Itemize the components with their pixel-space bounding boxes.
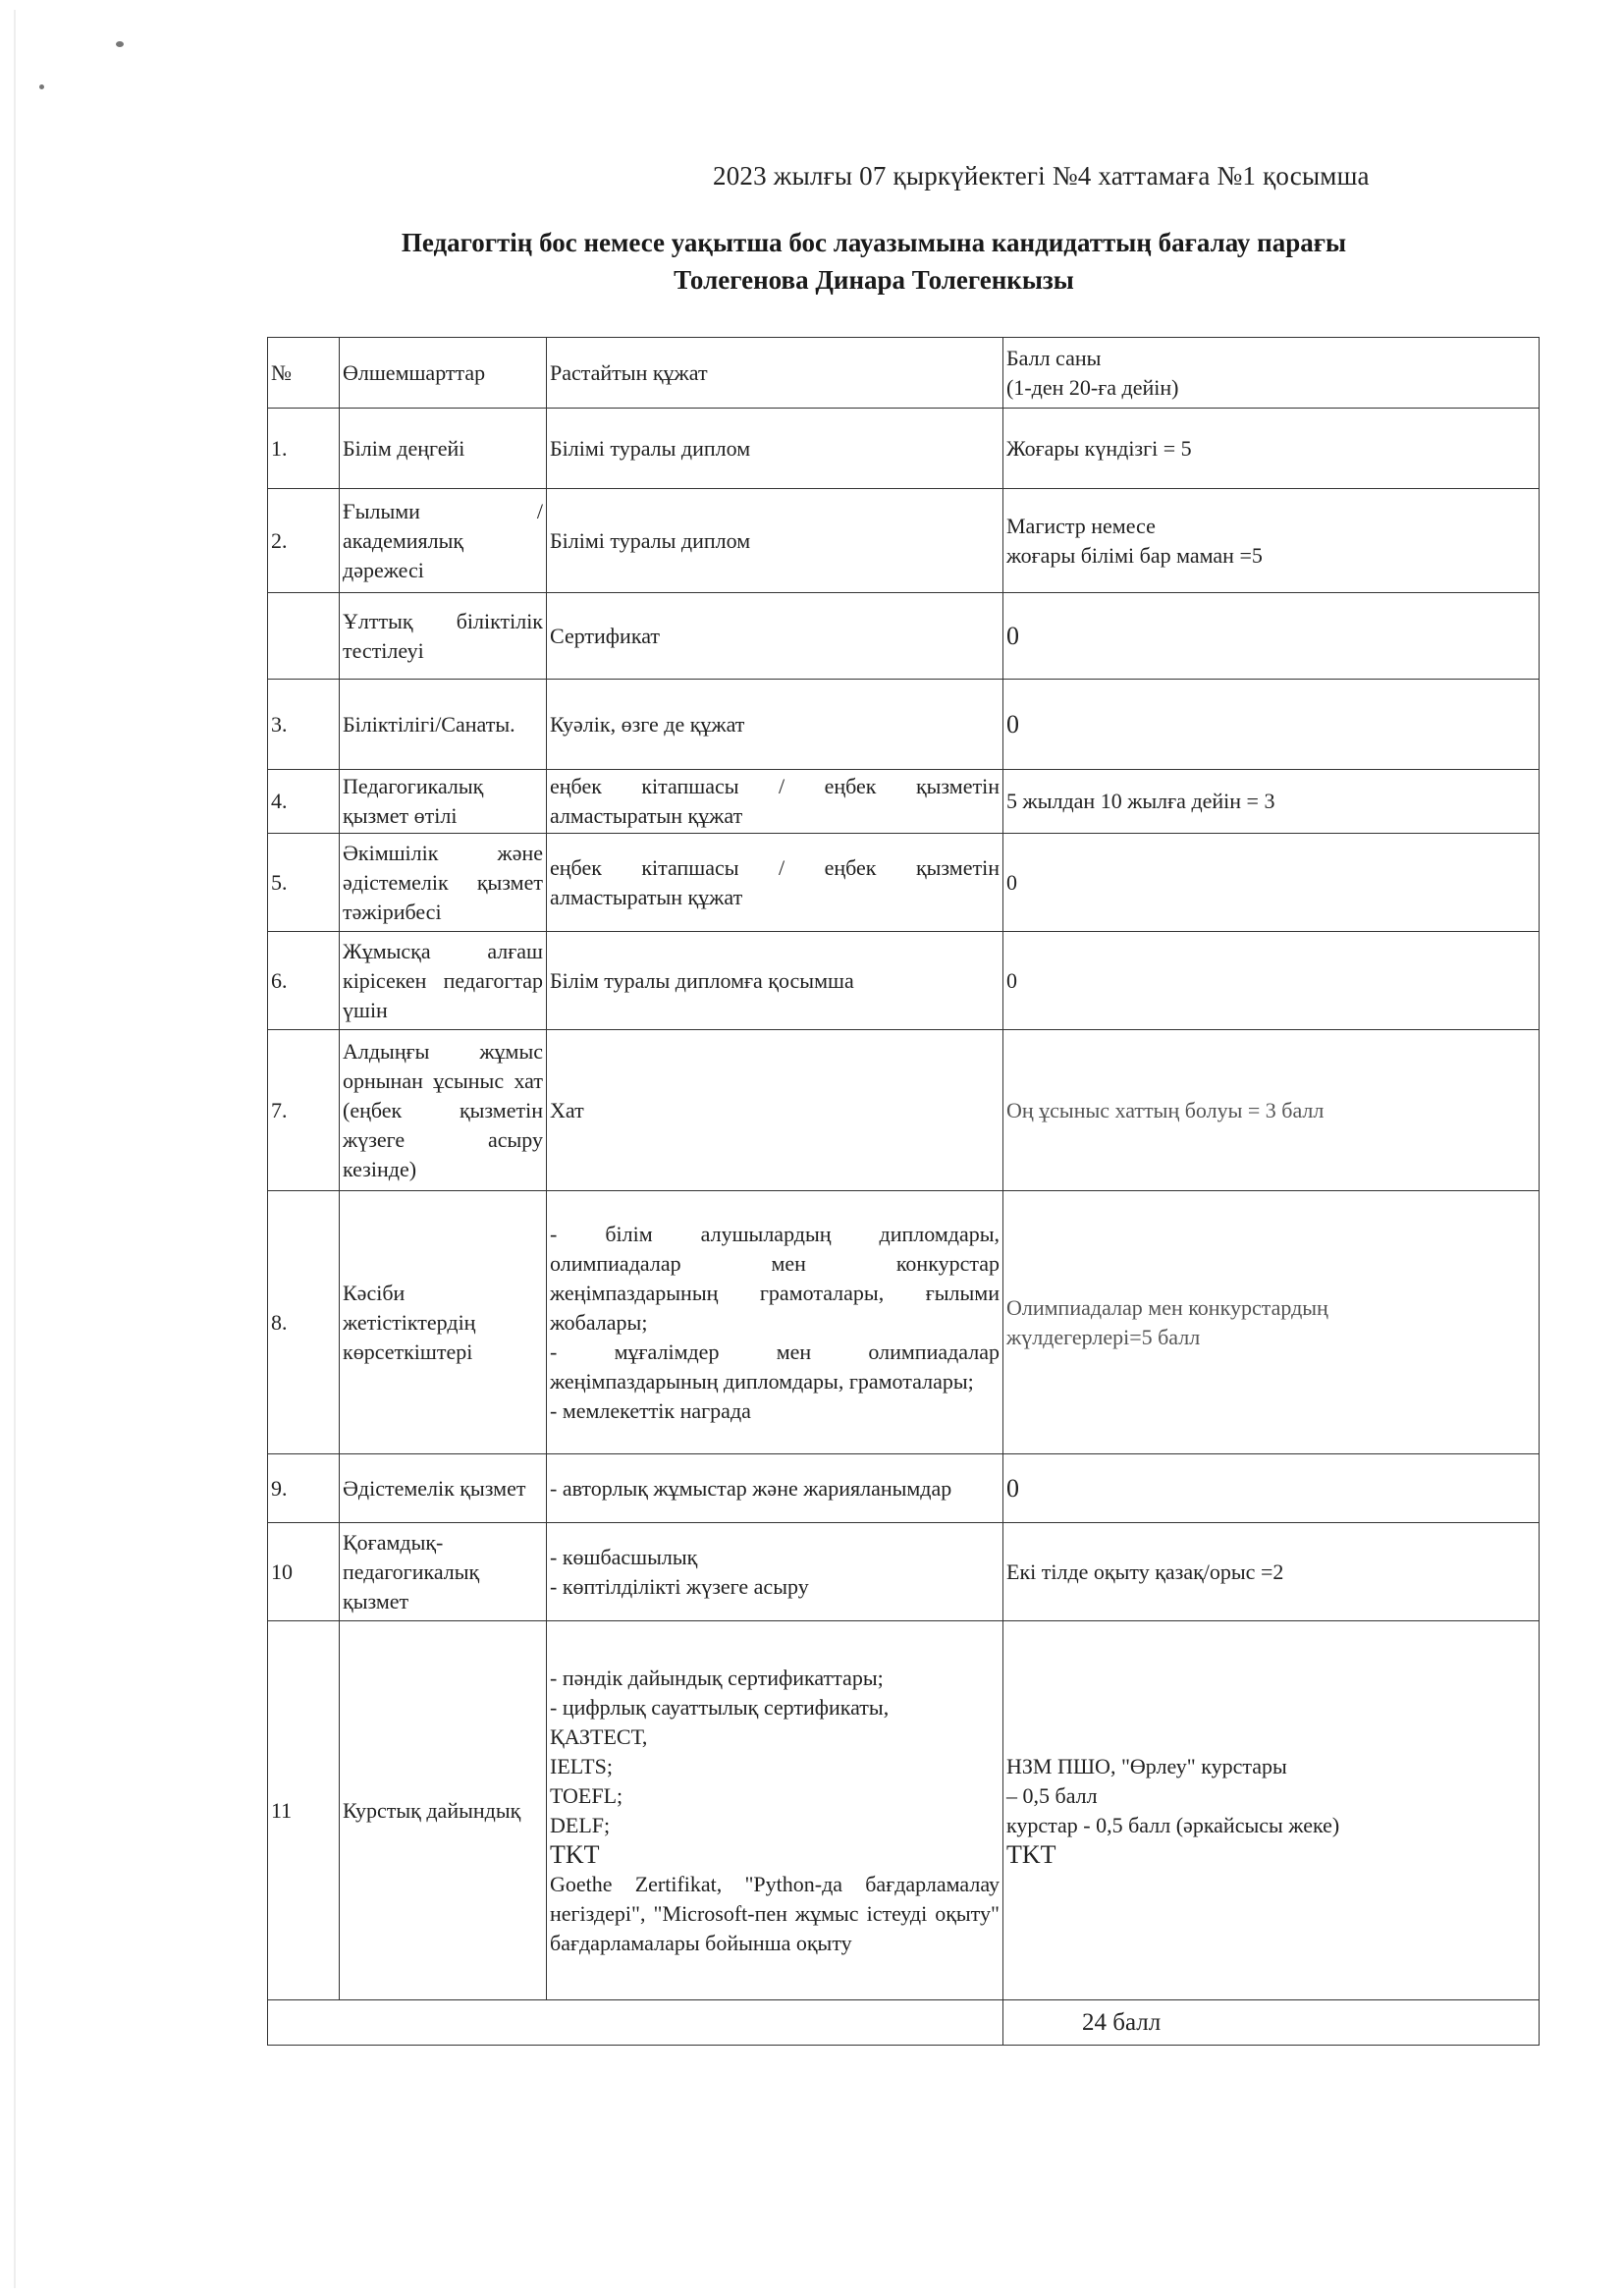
score-cell <box>1003 1621 1540 2000</box>
criteria-cell: Ұлттық біліктілік тестілеуі <box>340 593 547 680</box>
header-num: № <box>268 338 340 409</box>
document-cell <box>547 680 1003 770</box>
criteria-cell: Ғылыми / академиялық дәрежесі <box>340 489 547 593</box>
score-cell <box>1003 1454 1540 1523</box>
table-row <box>268 834 1540 932</box>
document-cell <box>547 1030 1003 1191</box>
row-number: 2. <box>268 489 340 593</box>
table-row <box>268 593 1540 680</box>
document-cell <box>547 834 1003 932</box>
document-cell <box>547 1191 1003 1454</box>
criteria-cell: Алдыңғы жұмыс орнынан ұсыныс хат (еңбек қызметін жүзеге асыру кезінде) <box>340 1030 547 1191</box>
document-line: TKT <box>550 1839 600 1869</box>
score-cell <box>1003 834 1540 932</box>
document-line: - білім алушылардың дипломдары, олимпиадалар мен конкурстар жеңімпаздарының грамоталары, ғылыми жобалары; <box>550 1221 1000 1335</box>
appendix-note: 2023 жылғы 07 қыркүйектегі №4 хаттамаға №1 қосымша <box>713 161 1370 191</box>
document-line: Goethe Zertifikat, "Python-да бағдарламалау негіздері", "Microsoft-пен жұмыс істеуді оқыту" бағдарламалары бойынша оқыту <box>550 1871 1000 1955</box>
document-line: - авторлық жұмыстар және жарияланымдар <box>550 1475 952 1501</box>
score-cell <box>1003 680 1540 770</box>
table-row <box>268 489 1540 593</box>
score-cell <box>1003 1030 1540 1191</box>
document-line: - цифрлық сауаттылық сертификаты, <box>550 1694 890 1720</box>
score-line: Оң ұсыныс хаттың болуы = 3 балл <box>1006 1097 1325 1122</box>
table-row <box>268 932 1540 1030</box>
score-line: 5 жылдан 10 жылға дейін = 3 <box>1006 789 1275 813</box>
row-number: 3. <box>268 680 340 770</box>
score-cell <box>1003 1191 1540 1454</box>
scan-speck <box>116 41 124 47</box>
score-line: 0 <box>1006 709 1019 738</box>
score-line: TKT <box>1006 1839 1056 1869</box>
row-number: 10 <box>268 1523 340 1621</box>
document-line: Білімі туралы диплом <box>550 527 751 553</box>
row-number: 8. <box>268 1191 340 1454</box>
score-cell <box>1003 1523 1540 1621</box>
header-document: Растайтын құжат <box>547 338 1003 409</box>
document-line: - көптілділікті жүзеге асыру <box>550 1573 809 1599</box>
table-row <box>268 680 1540 770</box>
document-line: Куәлік, өзге де құжат <box>550 711 745 737</box>
document-line: еңбек кітапшасы / еңбек қызметін алмастыратын құжат <box>550 854 1000 909</box>
criteria-cell: Біліктілігі/Санаты. <box>340 680 547 770</box>
score-line: жүлдегерлері=5 балл <box>1006 1324 1201 1349</box>
document-cell <box>547 770 1003 834</box>
evaluation-table <box>267 337 1540 2046</box>
row-number: 5. <box>268 834 340 932</box>
table-row <box>268 770 1540 834</box>
score-line: курстар - 0,5 балл (әркайсысы жеке) <box>1006 1812 1340 1837</box>
document-cell <box>547 593 1003 680</box>
document-line: - көшбасшылық <box>550 1544 698 1569</box>
document-cell <box>547 489 1003 593</box>
document-line: Білім туралы дипломға қосымша <box>550 967 854 993</box>
candidate-name: Толегенова Динара Толегенкызы <box>674 265 1074 295</box>
document-cell <box>547 1523 1003 1621</box>
document-line: IELTS; <box>550 1753 613 1778</box>
header-score-line-1: Балл саны <box>1006 345 1102 370</box>
total-row <box>268 2000 1540 2046</box>
document-line: TOEFL; <box>550 1782 623 1808</box>
document-line: Сертификат <box>550 623 660 648</box>
score-line: 0 <box>1006 967 1017 993</box>
table-row <box>268 1621 1540 2000</box>
score-line: Олимпиадалар мен конкурстардың <box>1006 1294 1328 1320</box>
header-score-line-2: (1-ден 20-ға дейін) <box>1006 374 1179 400</box>
document-cell <box>547 932 1003 1030</box>
score-cell <box>1003 770 1540 834</box>
score-line: Екі тілде оқыту қазақ/орыс =2 <box>1006 1558 1284 1584</box>
table-header-row <box>268 338 1540 409</box>
row-number: 9. <box>268 1454 340 1523</box>
row-number: 11 <box>268 1621 340 2000</box>
row-number: 4. <box>268 770 340 834</box>
score-line: жоғары білімі бар маман =5 <box>1006 542 1263 568</box>
document-cell <box>547 1621 1003 2000</box>
table-row <box>268 1191 1540 1454</box>
score-line: – 0,5 балл <box>1006 1782 1098 1808</box>
document-line: ҚАЗТЕСТ, <box>550 1723 648 1749</box>
score-line: 0 <box>1006 1473 1019 1503</box>
total-label-cell <box>268 2000 1003 2046</box>
row-number: 6. <box>268 932 340 1030</box>
table-row <box>268 1454 1540 1523</box>
criteria-cell: Курстық дайындық <box>340 1621 547 2000</box>
criteria-cell: Әкімшілік және әдістемелік қызмет тәжірибесі <box>340 834 547 932</box>
document-cell <box>547 1454 1003 1523</box>
score-cell <box>1003 409 1540 489</box>
criteria-cell: Әдістемелік қызмет <box>340 1454 547 1523</box>
criteria-cell: Жұмысқа алғаш кірісекен педагогтар үшін <box>340 932 547 1030</box>
document-line: еңбек кітапшасы / еңбек қызметін алмастыратын құжат <box>550 774 1000 828</box>
score-line: 0 <box>1006 621 1019 650</box>
document-line: DELF; <box>550 1812 611 1837</box>
score-cell <box>1003 932 1540 1030</box>
document-title <box>265 224 1483 299</box>
row-number <box>268 593 340 680</box>
total-score: 24 балл <box>1003 2000 1540 2046</box>
document-line: - мұғалімдер мен олимпиадалар жеңімпаздарының дипломдары, грамоталары; <box>550 1339 1000 1394</box>
document-line: - пәндік дайындық сертификаттары; <box>550 1665 884 1690</box>
criteria-cell: Білім деңгейі <box>340 409 547 489</box>
score-line: 0 <box>1006 869 1017 895</box>
row-number: 7. <box>268 1030 340 1191</box>
header-score <box>1003 338 1540 409</box>
table-row <box>268 1030 1540 1191</box>
score-line: Жоғары күндізгі = 5 <box>1006 435 1192 461</box>
scan-speck <box>39 84 44 89</box>
criteria-cell: Педагогикалық қызмет өтілі <box>340 770 547 834</box>
score-cell <box>1003 489 1540 593</box>
header-criteria: Өлшемшарттар <box>340 338 547 409</box>
score-line: Магистр немесе <box>1006 513 1156 538</box>
document-line: Білімі туралы диплом <box>550 435 751 461</box>
document-cell <box>547 409 1003 489</box>
criteria-cell: Кәсіби жетістіктердің көрсеткіштері <box>340 1191 547 1454</box>
table-row <box>268 1523 1540 1621</box>
score-line: НЗМ ПШО, "Өрлеу" курстары <box>1006 1753 1287 1778</box>
score-cell <box>1003 593 1540 680</box>
scan-edge <box>14 10 16 2288</box>
criteria-cell: Қоғамдық-педагогикалық қызмет <box>340 1523 547 1621</box>
table-row <box>268 409 1540 489</box>
document-line: Хат <box>550 1097 584 1122</box>
document-line: - мемлекеттік награда <box>550 1397 751 1423</box>
row-number: 1. <box>268 409 340 489</box>
title-line-1: Педагогтің бос немесе уақытша бос лауазымына кандидаттың бағалау парағы <box>401 228 1347 257</box>
